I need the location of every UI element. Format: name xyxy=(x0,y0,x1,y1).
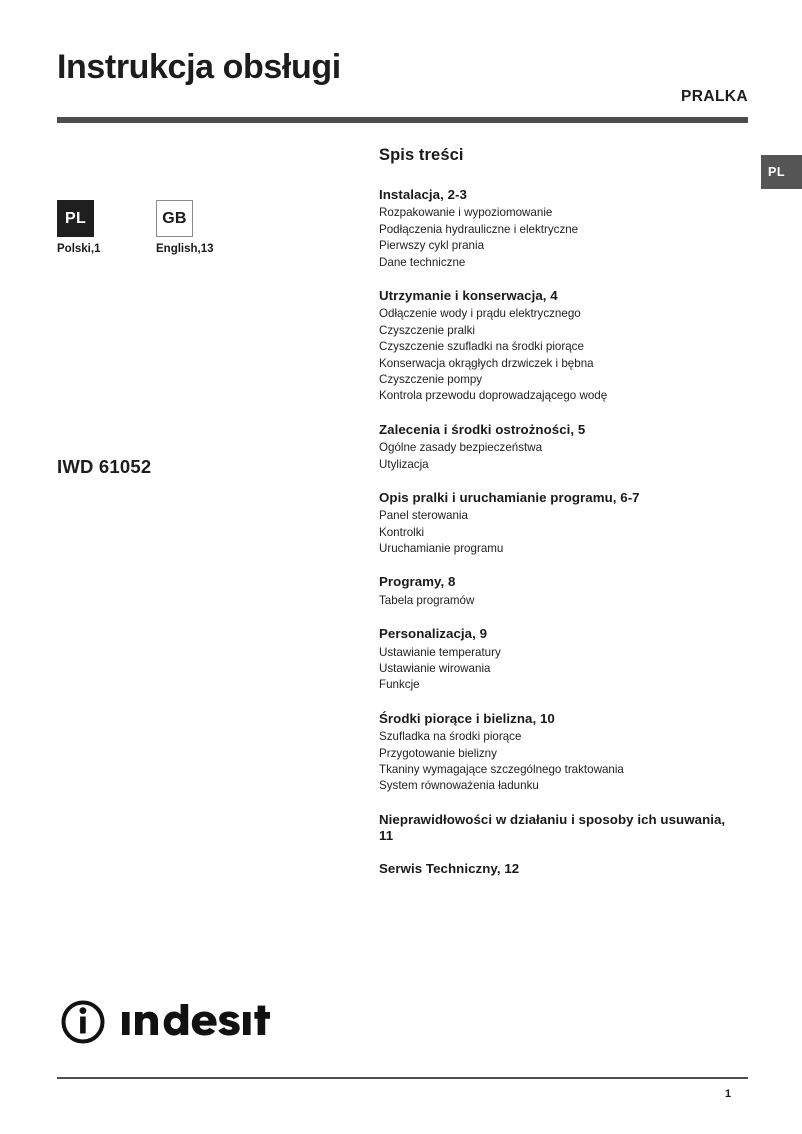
table-of-contents xyxy=(379,146,739,880)
toc-item[interactable]: Podłączenia hydrauliczne i elektryczne xyxy=(379,222,579,236)
table-of-contents-sections xyxy=(379,187,739,878)
toc-section xyxy=(379,288,739,405)
language-badge-gb-code: GB xyxy=(162,209,187,227)
toc-item[interactable]: Rozpakowanie i wypoziomowanie xyxy=(379,206,553,220)
toc-section xyxy=(379,490,739,558)
appliance-type-label: PRALKA xyxy=(681,88,748,105)
language-side-tab xyxy=(761,155,802,189)
toc-section-heading[interactable]: Personalizacja, 9 xyxy=(379,626,488,642)
toc-item[interactable]: Czyszczenie pompy xyxy=(379,372,483,386)
toc-item-list xyxy=(379,306,739,404)
toc-item-list xyxy=(379,645,739,694)
toc-item-list xyxy=(379,440,739,473)
toc-item[interactable]: Szufladka na środki piorące xyxy=(379,730,522,744)
toc-section-heading[interactable]: Instalacja, 2-3 xyxy=(379,187,467,202)
toc-item[interactable]: Przygotowanie bielizny xyxy=(379,746,497,760)
toc-section-heading[interactable]: Utrzymanie i konserwacja, 4 xyxy=(379,287,558,303)
header-divider xyxy=(57,117,748,123)
language-caption-pl: Polski,1 xyxy=(57,243,101,255)
toc-section xyxy=(379,711,739,795)
toc-section xyxy=(379,861,739,877)
toc-item[interactable]: Odłączenie wody i prądu elektrycznego xyxy=(379,307,581,321)
toc-section xyxy=(379,422,739,473)
language-side-tab-label: PL xyxy=(768,165,785,179)
footer-divider xyxy=(57,1077,748,1079)
table-of-contents-title: Spis treści xyxy=(379,146,464,164)
toc-item[interactable]: Ustawianie temperatury xyxy=(379,645,501,659)
toc-item-list xyxy=(379,593,739,609)
toc-item[interactable]: Panel sterowania xyxy=(379,509,468,523)
page-number: 1 xyxy=(725,1088,732,1100)
toc-section-heading[interactable]: Programy, 8 xyxy=(379,574,456,590)
model-number: IWD 61052 xyxy=(57,456,152,477)
page-title: Instrukcja obsługi xyxy=(57,47,341,86)
toc-section-heading[interactable]: Zalecenia i środki ostrożności, 5 xyxy=(379,421,586,437)
toc-item[interactable]: Czyszczenie pralki xyxy=(379,323,475,337)
brand-logo xyxy=(57,992,270,1049)
toc-item[interactable]: Kontrolki xyxy=(379,525,425,539)
toc-section-heading[interactable]: Środki piorące i bielizna, 10 xyxy=(379,710,555,726)
toc-item-list xyxy=(379,508,739,557)
toc-item[interactable]: Konserwacja okrągłych drzwiczek i bębna xyxy=(379,356,594,370)
language-badge-pl xyxy=(57,200,94,237)
toc-item[interactable]: Dane techniczne xyxy=(379,255,466,269)
toc-item[interactable]: Czyszczenie szufladki na środki piorące xyxy=(379,340,584,354)
toc-item[interactable]: Tkaniny wymagające szczególnego traktowania xyxy=(379,762,624,776)
toc-section-heading[interactable]: Serwis Techniczny, 12 xyxy=(379,861,520,877)
toc-item[interactable]: Funkcje xyxy=(379,678,420,692)
language-option-gb[interactable] xyxy=(156,200,214,255)
toc-item[interactable]: Tabela programów xyxy=(379,593,475,607)
language-option-pl[interactable] xyxy=(57,200,100,255)
toc-item[interactable]: Ustawianie wirowania xyxy=(379,661,491,675)
indesit-circle-i-icon xyxy=(57,992,109,1049)
language-badge-gb xyxy=(156,200,193,237)
toc-item[interactable]: System równoważenia ładunku xyxy=(379,779,539,793)
toc-item[interactable]: Uruchamianie programu xyxy=(379,542,504,556)
toc-section-heading[interactable]: Nieprawidłowości w działaniu i sposoby ich usuwania, 11 xyxy=(379,811,726,844)
language-caption-gb: English,13 xyxy=(156,243,214,255)
toc-section xyxy=(379,574,739,609)
toc-item[interactable]: Pierwszy cykl prania xyxy=(379,239,485,253)
toc-section xyxy=(379,626,739,694)
indesit-wordmark xyxy=(122,1004,270,1038)
toc-section xyxy=(379,187,739,271)
toc-section-heading[interactable]: Opis pralki i uruchamianie programu, 6-7 xyxy=(379,489,640,505)
toc-item-list xyxy=(379,205,739,271)
language-badge-pl-code: PL xyxy=(64,209,87,227)
toc-item[interactable]: Utylizacja xyxy=(379,457,429,471)
toc-section xyxy=(379,812,739,845)
toc-item[interactable]: Kontrola przewodu doprowadzającego wodę xyxy=(379,389,608,403)
toc-item[interactable]: Ogólne zasady bezpieczeństwa xyxy=(379,441,543,455)
toc-item-list xyxy=(379,729,739,795)
